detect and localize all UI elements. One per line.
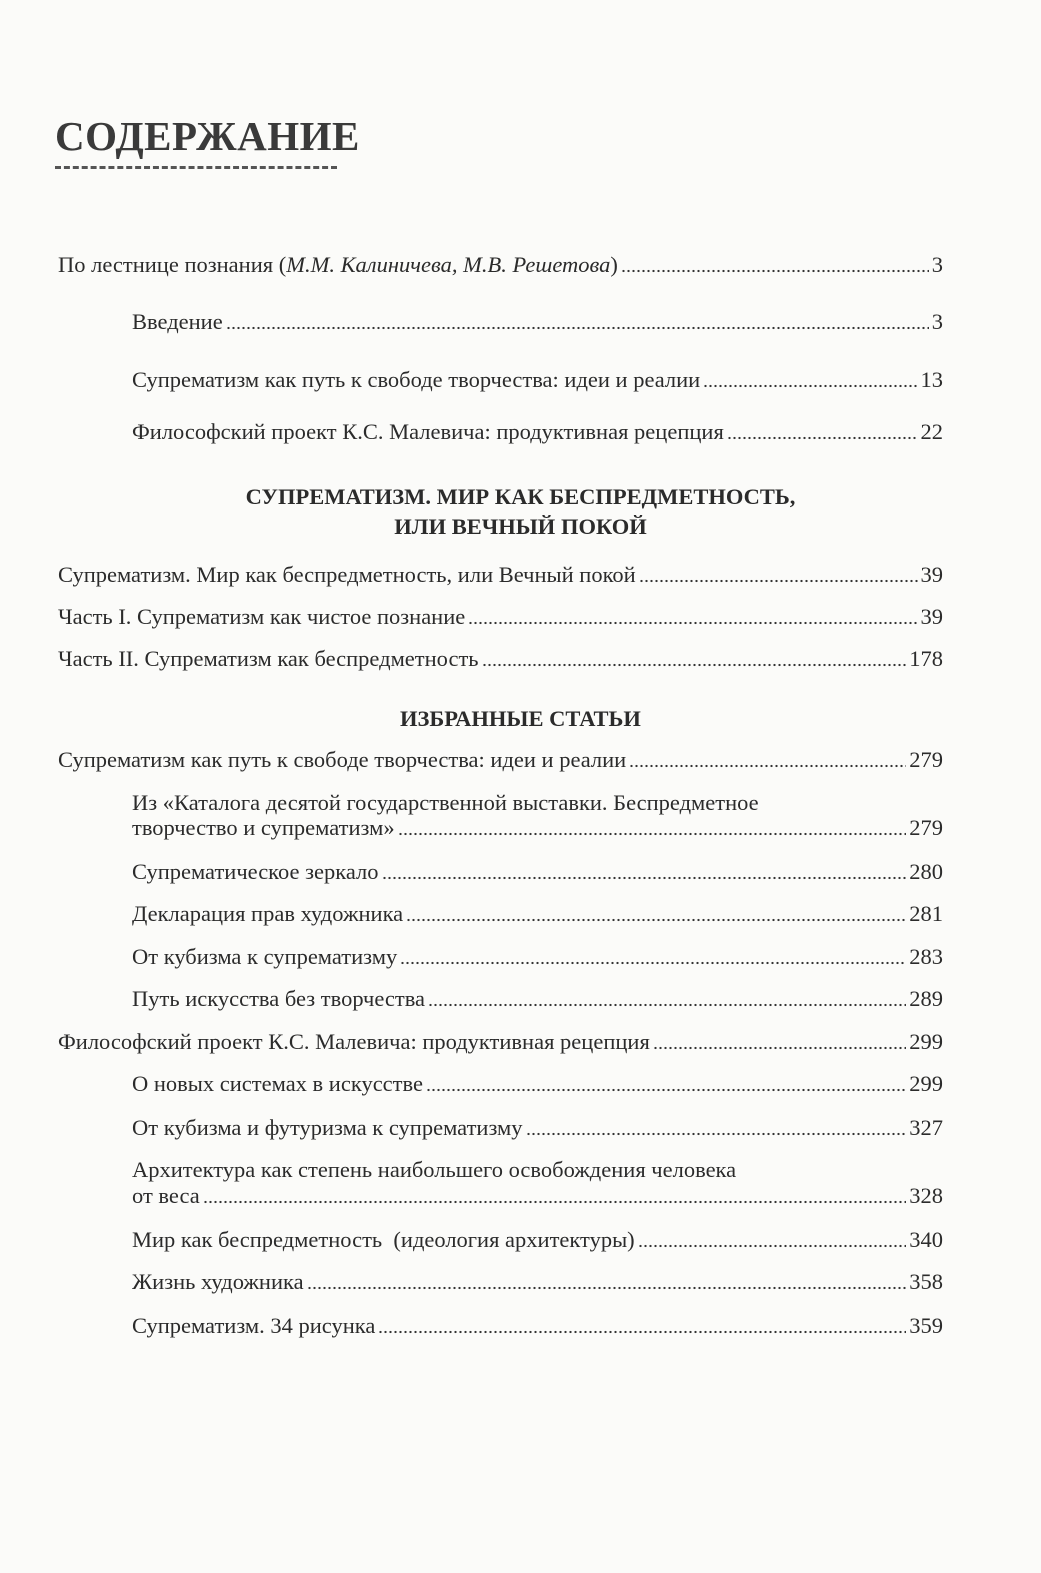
toc-entry (132, 985, 943, 1013)
dot-leader (621, 269, 929, 273)
section-heading: ИЛИ ВЕЧНЫЙ ПОКОЙ (394, 514, 647, 539)
toc-entry (132, 1226, 943, 1254)
dot-leader (638, 1244, 907, 1248)
entry-text: Супрематизм. Мир как беспредметность, или Вечный покой (58, 562, 636, 587)
page-number: 358 (909, 1269, 943, 1294)
page-title: СОДЕРЖАНИЕ (55, 113, 360, 159)
dot-leader (526, 1132, 907, 1136)
dot-leader (727, 436, 918, 440)
toc-entry (58, 603, 943, 631)
dot-leader (398, 832, 907, 836)
page-number: 283 (909, 944, 943, 969)
toc-entry (132, 418, 943, 446)
entry-text: Супрематизм как путь к свободе творчества: идеи и реалии (58, 747, 627, 772)
section-heading: СУПРЕМАТИЗМ. МИР КАК БЕСПРЕДМЕТНОСТЬ, (245, 484, 796, 509)
toc-entry (58, 561, 943, 589)
page-number: 289 (909, 986, 943, 1011)
entry-text: Введение (132, 309, 223, 334)
dot-leader (468, 621, 917, 625)
page-number: 359 (909, 1313, 943, 1338)
dot-leader (378, 1330, 906, 1334)
page-number: 3 (931, 309, 943, 334)
toc-entry (58, 1028, 943, 1056)
page-number: 22 (920, 419, 943, 444)
entry-authors: М.М. Калиничева, М.В. Решетова (286, 252, 611, 277)
entry-text: Декларация прав художника (132, 901, 404, 926)
dot-leader (400, 961, 906, 965)
toc-entry (132, 1312, 943, 1340)
toc-entry (132, 1070, 943, 1098)
dot-leader (639, 579, 918, 583)
entry-text: Путь искусства без творчества (132, 986, 426, 1011)
toc-entry (132, 1268, 943, 1296)
toc-entry (132, 858, 943, 886)
page-number: 3 (931, 252, 943, 277)
page-number: 281 (909, 901, 943, 926)
entry-text: О новых системах в искусстве (132, 1071, 423, 1096)
dot-leader (482, 663, 907, 667)
toc-entry (132, 814, 943, 842)
toc-entry (132, 366, 943, 394)
dot-leader (406, 918, 906, 922)
dot-leader (382, 876, 907, 880)
page-number: 327 (909, 1115, 943, 1140)
page-number: 340 (909, 1227, 943, 1252)
entry-text: Супрематизм. 34 рисунка (132, 1313, 376, 1338)
toc-entry (132, 308, 943, 336)
entry-text: Жизнь художника (132, 1269, 304, 1294)
page-number: 279 (909, 815, 943, 840)
dot-leader (703, 384, 917, 388)
toc-entry (58, 746, 943, 774)
page-number: 39 (920, 604, 943, 629)
entry-text-line1: Архитектура как степень наибольшего освобождения человека (132, 1157, 737, 1182)
dot-leader (307, 1286, 907, 1290)
entry-text: творчество и супрематизм» (132, 815, 395, 840)
dot-leader (653, 1046, 906, 1050)
entry-text: От кубизма к супрематизму (132, 944, 398, 969)
dot-leader (426, 1088, 906, 1092)
toc-entry (132, 943, 943, 971)
toc-entry (132, 1114, 943, 1142)
toc-entry (58, 645, 943, 673)
dot-leader (428, 1003, 906, 1007)
page-number: 178 (909, 646, 943, 671)
entry-text: Философский проект К.С. Малевича: продуктивная рецепция (58, 1029, 650, 1054)
entry-text: Философский проект К.С. Малевича: продуктивная рецепция (132, 419, 724, 444)
entry-text: От кубизма и футуризма к супрематизму (132, 1115, 523, 1140)
entry-text: Часть II. Супрематизм как беспредметность (58, 646, 479, 671)
page-number: 328 (909, 1183, 943, 1208)
dot-leader (629, 764, 906, 768)
page-number: 299 (909, 1029, 943, 1054)
page-number: 39 (920, 562, 943, 587)
page-number: 299 (909, 1071, 943, 1096)
page-number: 280 (909, 859, 943, 884)
entry-text: Супрематизм как путь к свободе творчества: идеи и реалии (132, 367, 701, 392)
dot-leader (203, 1200, 907, 1204)
toc-entry (58, 251, 943, 279)
entry-text: Супрематическое зеркало (132, 859, 379, 884)
toc-entry (132, 1182, 943, 1210)
entry-text: Мир как беспредметность (идеология архитектуры) (132, 1227, 635, 1252)
entry-text-line1: Из «Каталога десятой государственной выставки. Беспредметное (132, 790, 759, 815)
dot-leader (226, 326, 929, 330)
toc-entry (132, 900, 943, 928)
page-number: 279 (909, 747, 943, 772)
page-number: 13 (920, 367, 943, 392)
entry-text: Часть I. Супрематизм как чистое познание (58, 604, 466, 629)
section-heading: ИЗБРАННЫЕ СТАТЬИ (400, 706, 641, 731)
title-dashed-rule (55, 166, 337, 169)
entry-text: По лестнице познания (М.М. Калиничева, М.В. Решетова) (58, 252, 618, 277)
entry-text: от веса (132, 1183, 200, 1208)
